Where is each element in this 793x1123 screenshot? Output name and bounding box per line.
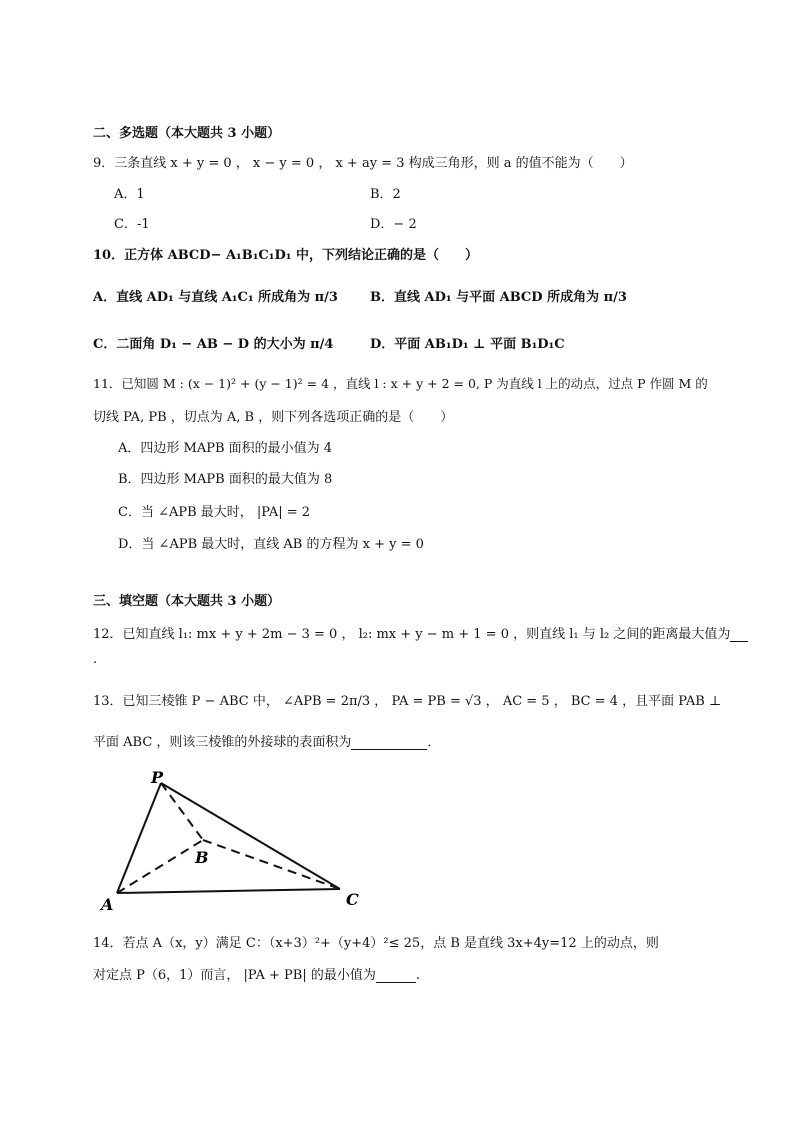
q11-option-a: A．四边形 MAPB 面积的最小值为 4	[118, 441, 333, 456]
edge-pa	[117, 783, 161, 893]
question-13-stem-line1: 13．已知三棱锥 P − ABC 中， ∠APB = 2π/3 ， PA = PB = √3 ， AC = 5 ， BC = 4 ，且平面 PAB ⊥	[93, 694, 722, 709]
vertex-label-c: C	[346, 890, 359, 909]
question-12-text: 12．已知直线 l₁: mx + y + 2m − 3 = 0 ， l₂: mx + y − m + 1 = 0 ，则直线 l₁ 与 l₂ 之间的距离最大值为	[93, 627, 731, 642]
question-11-stem-line1: 11．已知圆 M : (x − 1)² + (y − 1)² = 4 ，直线 l : x + y + 2 = 0, P 为直线 l 上的动点，过点 P 作圆 M 的	[93, 376, 708, 391]
answer-blank-13[interactable]	[351, 735, 427, 750]
question-11-stem-line2: 切线 PA, PB ，切点为 A, B ，则下列各选项正确的是（ ）	[93, 410, 454, 425]
question-14-text: 对定点 P（6，1）而言， |PA + PB| 的最小值为	[93, 968, 376, 983]
question-13-stem-line2	[93, 731, 440, 750]
question-12-tail: .	[93, 652, 98, 667]
q10-option-c: C．二面角 D₁ − AB − D 的大小为 π/4	[93, 337, 334, 352]
section-title-fill-in: 三、填空题（本大题共 3 小题）	[93, 594, 281, 609]
vertex-label-a: A	[101, 895, 114, 914]
question-13-tail: ．	[427, 735, 441, 750]
q10-option-b: B．直线 AD₁ 与平面 ABCD 所成角为 π/3	[370, 290, 627, 305]
edge-pb	[161, 783, 203, 840]
q11-option-d: D．当 ∠APB 最大时，直线 AB 的方程为 x + y = 0	[118, 537, 424, 552]
section-title-multiple-choice: 二、多选题（本大题共 3 小题）	[93, 126, 281, 141]
q11-option-c: C．当 ∠APB 最大时， |PA| = 2	[118, 505, 311, 520]
question-14-tail: .	[415, 968, 420, 983]
q9-option-b: B．2	[370, 187, 401, 202]
edge-pc	[161, 783, 340, 889]
q9-option-a: A．1	[114, 187, 145, 202]
question-14-stem-line2	[93, 964, 420, 983]
q11-option-b: B．四边形 MAPB 面积的最大值为 8	[118, 472, 333, 487]
answer-blank-12[interactable]	[730, 627, 748, 642]
question-10-stem: 10．正方体 ABCD− A₁B₁C₁D₁ 中，下列结论正确的是（ ）	[93, 248, 478, 263]
edge-ac	[117, 889, 340, 893]
vertex-label-b: B	[195, 848, 209, 867]
answer-blank-14[interactable]	[376, 968, 416, 983]
q9-option-c: C．-1	[114, 217, 150, 232]
question-13-text: 平面 ABC ，则该三棱锥的外接球的表面积为	[93, 735, 352, 750]
vertex-label-p: P	[151, 768, 164, 787]
question-14-stem-line1: 14．若点 A（x，y）满足 C：（x+3）²+（y+4）²≤ 25，点 B 是直线 3x+4y=12 上的动点，则	[93, 936, 659, 951]
q10-option-a: A．直线 AD₁ 与直线 A₁C₁ 所成角为 π/3	[93, 290, 338, 305]
question-9-stem: 9．三条直线 x + y = 0 ， x − y = 0 ， x + ay = 3 构成三角形，则 a 的值不能为（ ）	[93, 156, 633, 171]
pyramid-figure	[95, 765, 375, 915]
q10-option-d: D．平面 AB₁D₁ ⊥ 平面 B₁D₁C	[370, 337, 565, 352]
question-12-stem	[93, 623, 748, 642]
edge-ab	[117, 840, 203, 893]
q9-option-d: D．− 2	[370, 217, 417, 232]
